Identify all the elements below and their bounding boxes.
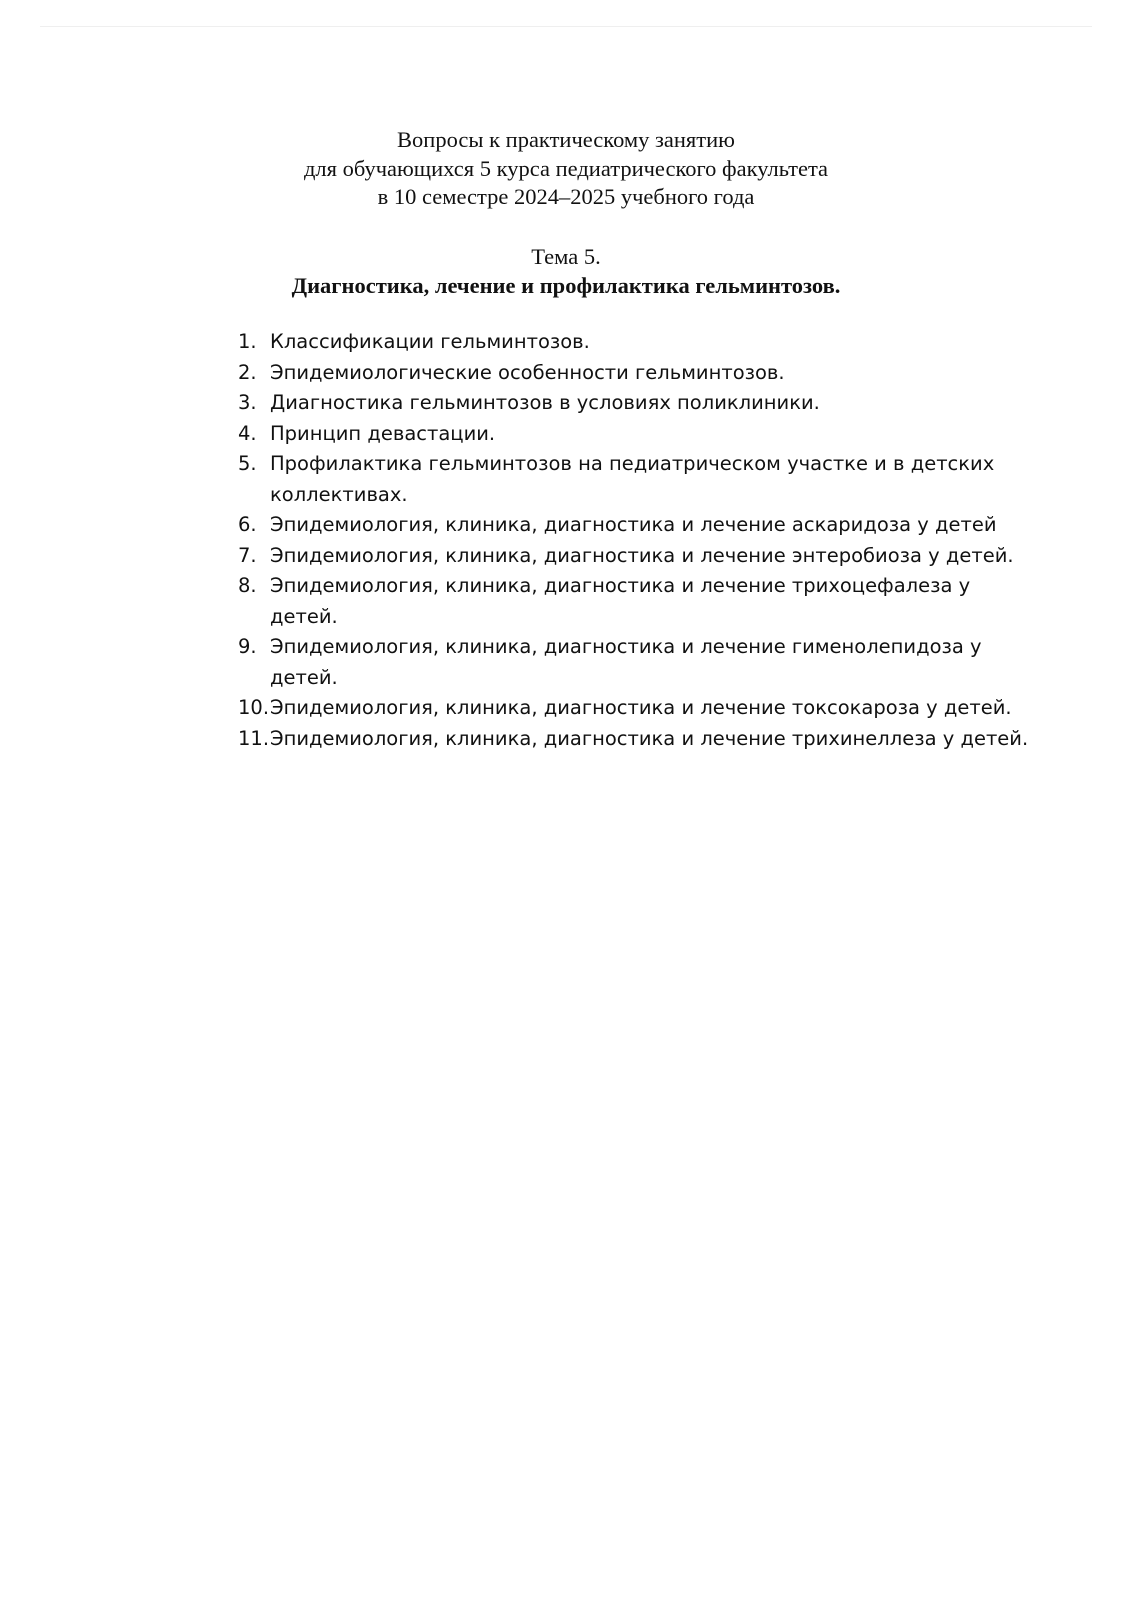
list-item: [238, 358, 1038, 389]
question-list: [238, 327, 1038, 754]
question-number: 7.: [238, 543, 257, 567]
question-number: 9.: [238, 635, 257, 658]
list-item: [238, 449, 1038, 510]
question-text: Эпидемиология, клиника, диагностика и лечение аскаридоза у детей: [270, 513, 997, 536]
question-text: Профилактика гельминтозов на педиатрическом участке и в детских коллективах.: [270, 452, 995, 506]
list-item: [238, 541, 1038, 572]
list-item: [238, 693, 1038, 724]
list-item: [238, 419, 1038, 450]
topic-heading: [0, 242, 1132, 300]
document-header: [0, 126, 1132, 212]
header-line-1: Вопросы к практическому занятию: [397, 127, 735, 152]
question-text: Принцип девастации.: [270, 421, 496, 445]
question-number: 10.: [238, 696, 270, 719]
question-text: Эпидемиология, клиника, диагностика и лечение токсокароза у детей.: [270, 696, 1012, 719]
question-text: Эпидемиология, клиника, диагностика и лечение гименолепидоза у детей.: [270, 635, 982, 689]
list-item: [238, 510, 1038, 541]
list-item: [238, 327, 1038, 358]
question-text: Эпидемиология, клиника, диагностика и лечение трихинеллеза у детей.: [270, 726, 1029, 750]
question-text: Классификации гельминтозов.: [270, 330, 590, 353]
header-line-2: для обучающихся 5 курса педиатрического факультета: [303, 155, 829, 181]
topic-label: Тема 5.: [531, 244, 601, 269]
list-item: [238, 571, 1038, 632]
header-line-3: в 10 семестре 2024–2025 учебного года: [377, 184, 755, 209]
topic-title: Диагностика, лечение и профилактика гельминтозов.: [291, 273, 841, 298]
question-text: Эпидемиология, клиника, диагностика и лечение энтеробиоза у детей.: [270, 543, 1014, 567]
list-item: [238, 724, 1038, 755]
question-number: 3.: [238, 391, 257, 414]
question-text: Эпидемиология, клиника, диагностика и лечение трихоцефалеза у детей.: [270, 574, 971, 628]
question-number: 2.: [238, 360, 257, 384]
list-item: [238, 632, 1038, 693]
question-text: Диагностика гельминтозов в условиях поликлиники.: [270, 391, 820, 414]
question-number: 6.: [238, 513, 257, 536]
question-number: 4.: [238, 421, 257, 445]
question-number: 11.: [238, 726, 270, 750]
list-item: [238, 388, 1038, 419]
question-number: 5.: [238, 452, 257, 475]
top-divider: [40, 26, 1092, 27]
question-number: 8.: [238, 574, 257, 597]
question-number: 1.: [238, 330, 257, 353]
question-text: Эпидемиологические особенности гельминтозов.: [270, 360, 785, 384]
